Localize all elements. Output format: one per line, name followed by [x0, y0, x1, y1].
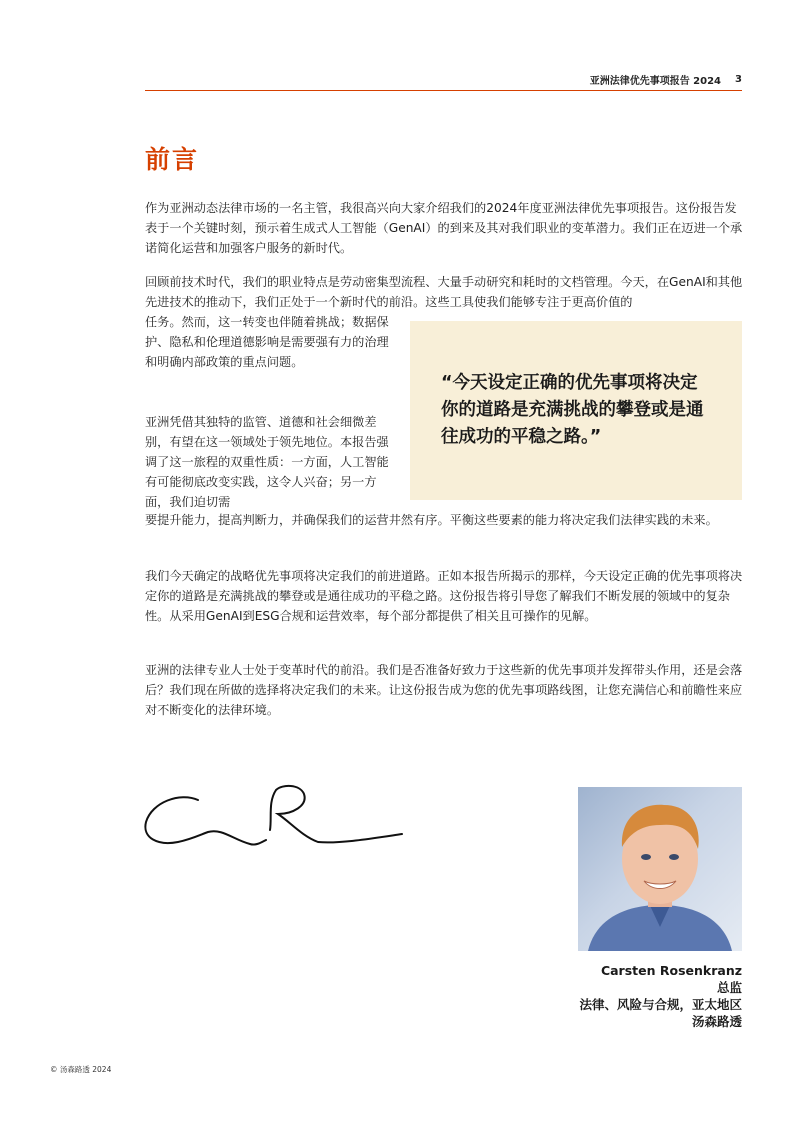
pull-quote-box: [410, 321, 742, 500]
page-title: 前言: [145, 145, 200, 174]
copyright-footer: © 汤森路透 2024: [50, 1065, 112, 1074]
signatory-name: Carsten Rosenkranz: [600, 963, 742, 978]
paragraph-priorities: 我们今天确定的战略优先事项将决定我们的前进道路。正如本报告所揭示的那样，今天设定正确的优先事项将决定你的道路是充满挑战的攀登或是通往成功的平稳之路。这份报告将引导您了解我们不断发展的领域中的复杂性。从采用GenAI到ESG合规和运营效率，每个部分都提供了相关且可操作的见解。: [145, 569, 743, 623]
signatory-department: 法律、风险与合规，亚太地区: [579, 997, 742, 1012]
paragraph-history-part1: 回顾前技术时代，我们的职业特点是劳动密集型流程、大量手动研究和耗时的文档管理。今天，在GenAI和其他先进技术的推动下，我们正处于一个新时代的前沿。这些工具使我们能够专注于更高价值的: [145, 275, 743, 309]
paragraph-history-part2: 任务。然而，这一转变也伴随着挑战；数据保护、隐私和伦理道德影响是需要强有力的治理和明确内部政策的重点问题。: [145, 315, 389, 369]
paragraph-asia-part1: 亚洲凭借其独特的监管、道德和社会细微差别，有望在这一领域处于领先地位。本报告强调了这一旅程的双重性质：一方面，人工智能有可能彻底改变实践，这令人兴奋；另一方面，我们迫切需: [145, 415, 389, 509]
signatory-company: 汤森路透: [691, 1014, 742, 1029]
paragraph-closing: 亚洲的法律专业人士处于变革时代的前沿。我们是否准备好致力于这些新的优先事项并发挥带头作用，还是会落后？我们现在所做的选择将决定我们的未来。让这份报告成为您的优先事项路线图，让您充满信心和前瞻性来应对不断变化的法律环境。: [145, 663, 743, 717]
page-header: [145, 68, 742, 91]
handwritten-signature: [140, 780, 410, 860]
paragraph-asia-part2: 要提升能力，提高判断力，并确保我们的运营井然有序。平衡这些要素的能力将决定我们法律实践的未来。: [145, 513, 718, 527]
page-number: 3: [735, 73, 742, 85]
signatory-block: [579, 962, 742, 1030]
pull-quote-text: “今天设定正确的优先事项将决定你的道路是充满挑战的攀登或是通往成功的平稳之路。”: [441, 373, 704, 447]
signatory-title: 总监: [716, 980, 742, 995]
portrait-photo: [578, 787, 742, 951]
paragraph-intro: 作为亚洲动态法律市场的一名主管，我很高兴向大家介绍我们的2024年度亚洲法律优先事项报告。这份报告发表于一个关键时刻，预示着生成式人工智能（GenAI）的到来及其对我们职业的变革潜力。我们正在迈进一个承诺简化运营和加强客户服务的新时代。: [145, 201, 743, 255]
report-title: 亚洲法律优先事项报告 2024: [589, 75, 722, 87]
